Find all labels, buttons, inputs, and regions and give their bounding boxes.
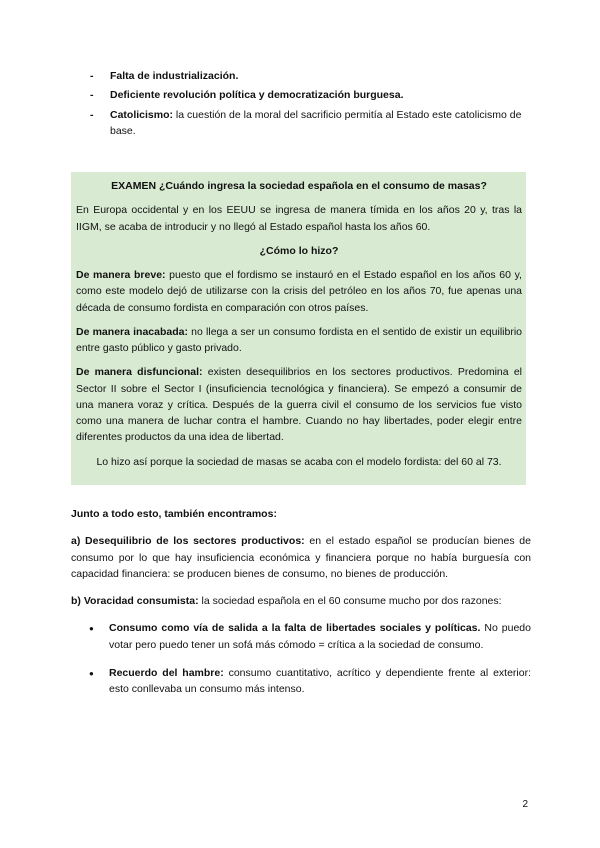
exam-box [71,172,526,485]
bullet-list [71,620,531,697]
dash-item: - Deficiente revolución política y democratización burguesa. [90,87,530,103]
paragraph-a: a) Desequilibrio de los sectores productivos: en el estado español se producían bienes de consumo por lo que hay insuficiencia económica y financiera porque no había burguesía con capacidad financiera: se producen bienes de consumo, no bienes de producción. [71,535,531,580]
section-heading: Junto a todo esto, también encontramos: [71,508,277,520]
exam-intro: En Europa occidental y en los EEUU se ingresa de manera tímida en los años 20 y, tras la IIGM, se acaba de introducir y no llegó al Estado español hasta los años 60. [76,204,522,233]
paragraph-b: b) Voracidad consumista: la sociedad española en el 60 consume mucho por dos razones: [71,595,502,608]
bullet-item: ● Recuerdo del hambre: consumo cuantitativo, acrítico y dependiente frente al exterior: esto conllevaba un consumo más intenso. [71,665,531,698]
page-number: 2 [522,799,528,810]
exam-item: De manera disfuncional: existen desequilibrios en los sectores productivos. Predomina el Sector II sobre el Sector I (insuficiencia tecnológica y financiera). Se empezó a consumir de una manera voraz y crítica. Después de la guerra civil el consumo de los servicios fue visto como una manera de luchar contra el hambre. Cuando no hay libertades, poder elegir entre diferentes productos da una idea de libertad. [76,366,522,444]
dash-item: - Catolicismo: la cuestión de la moral del sacrificio permitía al Estado este catolicismo de base. [90,107,530,140]
exam-title: EXAMEN ¿Cuándo ingresa la sociedad española en el consumo de masas? [111,180,487,192]
body-text [71,506,531,709]
how-title: ¿Cómo lo hizo? [259,244,339,257]
exam-item: De manera breve: puesto que el fordismo se instauró en el Estado español en los años 60 y, como este modelo dejó de utilizarse con la crisis del petróleo en los años 70, fue apenas una década de consumo fordista en comparación con otros países. [76,269,522,314]
bullet-item: ● Consumo como vía de salida a la falta de libertades sociales y políticas. No puedo votar pero puedo tener un sofá más cómodo = crítica a la sociedad de consumo. [71,620,531,653]
exam-item: De manera inacabada: no llega a ser un consumo fordista en el sentido de existir un equilibrio entre gasto público y gasto privado. [76,325,522,355]
exam-conclusion: Lo hizo así porque la sociedad de masas se acaba con el modelo fordista: del 60 al 73. [96,455,502,468]
dash-item: - Falta de industrialización. [90,68,530,84]
dash-list [90,68,530,142]
